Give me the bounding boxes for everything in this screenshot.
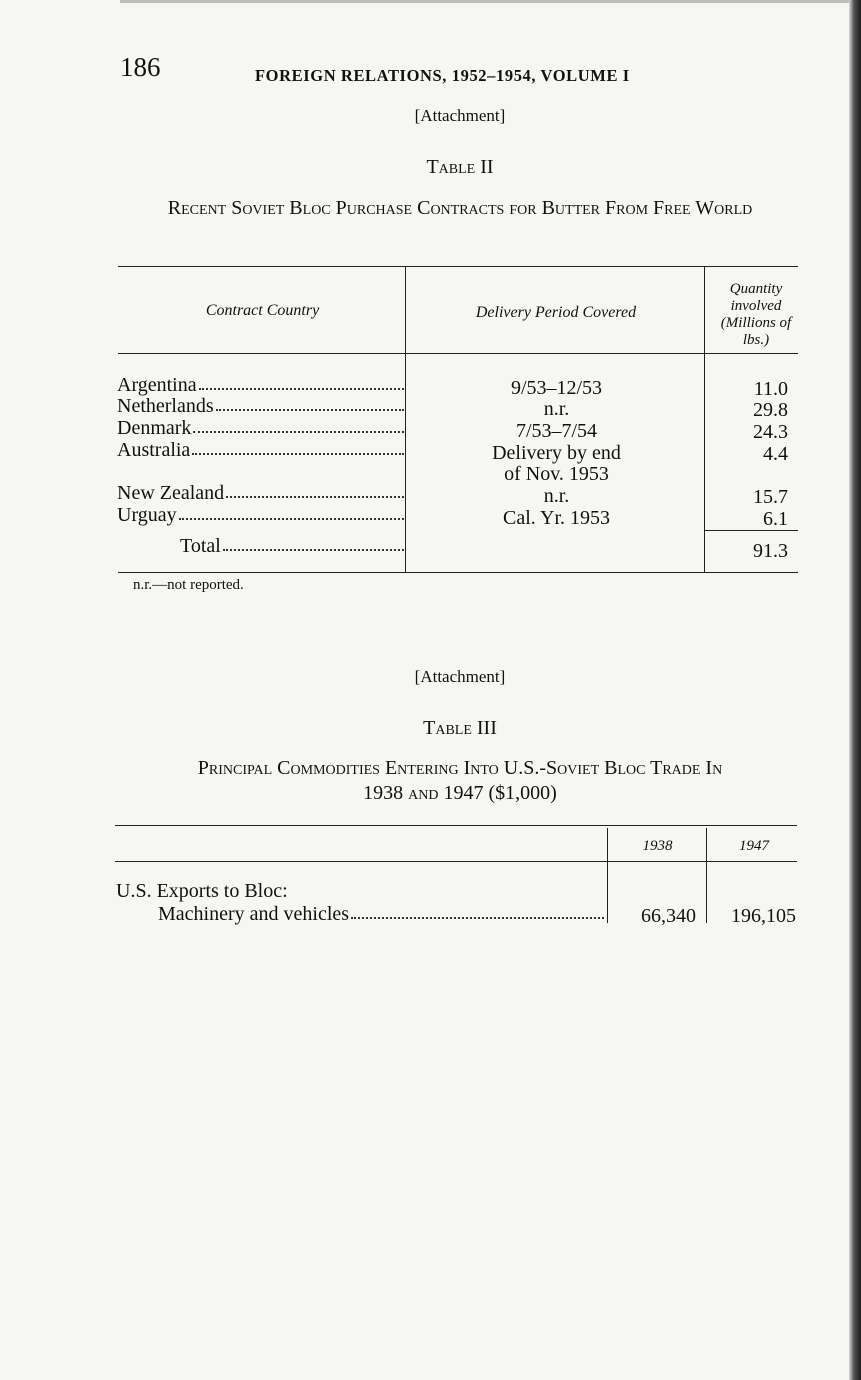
table-2-title: Recent Soviet Bloc Purchase Contracts for Butter From Free World (167, 197, 753, 219)
leader-dots (351, 903, 604, 919)
table-2-total-rule (705, 530, 798, 531)
table-3-title-line-2: 1938 and 1947 ($1,000) (363, 782, 557, 804)
footnote: n.r.—not reported. (133, 577, 244, 593)
table-row-quantity: 6.1 (763, 508, 788, 530)
leader-dots (223, 535, 404, 551)
country-name: New Zealand (117, 482, 225, 504)
table-2-bottom-rule (118, 572, 798, 573)
table-row-quantity: 24.3 (753, 421, 788, 443)
table-row-quantity: 4.4 (763, 443, 788, 465)
col-year-1947: 1947 (739, 838, 769, 854)
table-row-country (117, 504, 405, 526)
country-name: Australia (117, 439, 191, 461)
leader-dots (216, 395, 404, 411)
country-name: Urguay (117, 504, 177, 526)
table-row-total (180, 535, 405, 557)
table-row-quantity: 15.7 (753, 486, 788, 508)
table-3-label: Table III (423, 717, 497, 739)
row-label: Machinery and vehicles (158, 903, 350, 925)
value-1938: 66,340 (641, 905, 696, 927)
country-name: Denmark (117, 417, 192, 439)
table-row-period: n.r. (543, 485, 570, 507)
table-row-period: Cal. Yr. 1953 (502, 507, 611, 529)
table-row-country (117, 417, 405, 439)
leader-dots (193, 417, 404, 433)
table-row-label (158, 903, 605, 925)
table-3-divider-2 (706, 828, 707, 923)
table-row-period-continued: of Nov. 1953 (504, 463, 609, 485)
table-row-period: Delivery by end (492, 442, 621, 464)
table-row-period: 7/53–7/54 (515, 420, 598, 442)
table-row-period: 9/53–12/53 (510, 377, 603, 399)
table-2-divider-2 (704, 266, 705, 573)
table-row-country (117, 439, 405, 461)
section-heading: U.S. Exports to Bloc: (116, 880, 288, 902)
attachment-label-2: [Attachment] (414, 667, 506, 686)
total-quantity: 91.3 (753, 540, 788, 562)
col-delivery-period: Delivery Period Covered (475, 304, 637, 321)
table-2-divider-1 (405, 266, 406, 573)
leader-dots (179, 504, 404, 520)
country-name: Argentina (117, 374, 197, 396)
leader-dots (192, 439, 404, 455)
col-year-1938: 1938 (642, 838, 673, 854)
leader-dots (226, 482, 404, 498)
table-3-divider-1 (607, 828, 608, 923)
leader-dots (199, 374, 404, 390)
table-row-period: n.r. (543, 398, 570, 420)
table-3-title (110, 756, 810, 806)
table-3-top-rule (115, 825, 797, 826)
running-head: FOREIGN RELATIONS, 1952–1954, VOLUME I (255, 66, 630, 85)
table-2-top-rule (118, 266, 798, 267)
table-3-header-rule (115, 861, 797, 862)
table-2-label: Table II (426, 156, 494, 178)
total-label: Total (180, 535, 221, 557)
table-row-quantity: 29.8 (753, 399, 788, 421)
table-row-country (117, 395, 405, 417)
col-quantity: Quantity involved (Millions of lbs.) (720, 281, 792, 348)
table-2-header-rule (118, 353, 798, 354)
table-3-title-line-1: Principal Commodities Entering Into U.S.-Soviet Bloc Trade In (197, 757, 723, 779)
table-row-quantity: 11.0 (753, 378, 788, 400)
page-binding-edge (849, 0, 861, 1380)
country-name: Netherlands (117, 395, 214, 417)
page-top-edge (120, 0, 861, 3)
table-row-country (117, 482, 405, 504)
page-number: 186 (120, 52, 161, 82)
table-row-country (117, 374, 405, 396)
col-contract-country: Contract Country (205, 302, 320, 319)
value-1947: 196,105 (731, 905, 796, 927)
attachment-label-1: [Attachment] (414, 106, 506, 125)
